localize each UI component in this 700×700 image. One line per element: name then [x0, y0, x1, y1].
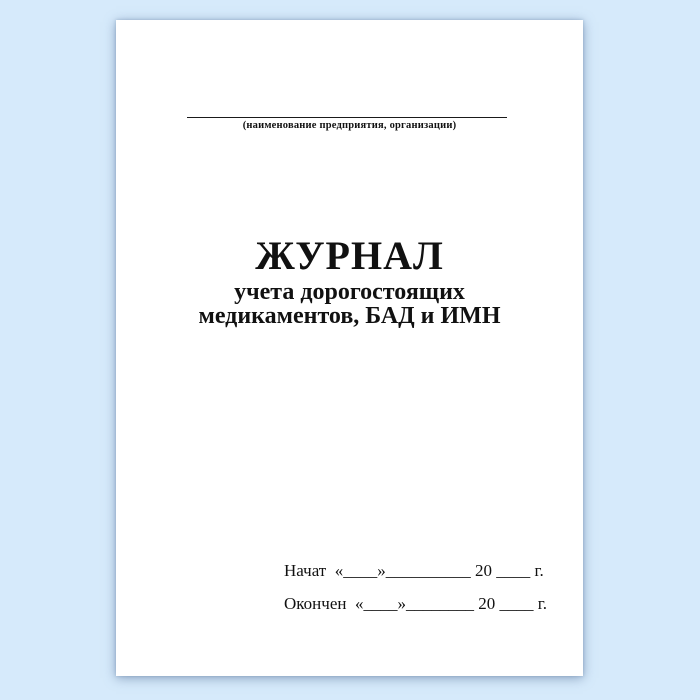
- organization-caption: (наименование предприятия, организации): [242, 120, 457, 131]
- journal-subtitle-line2: медикаментов, БАД и ИМН: [198, 303, 501, 329]
- start-date-line: Начат «____»__________ 20 ____ г.: [284, 561, 544, 580]
- journal-subtitle: [116, 280, 583, 328]
- end-date-line: Окончен «____»________ 20 ____ г.: [284, 594, 548, 613]
- journal-title: ЖУРНАЛ: [255, 233, 444, 278]
- document-sheet: [116, 20, 583, 676]
- organization-name-line: [187, 117, 507, 118]
- journal-subtitle-line1: учета дорогостоящих: [234, 279, 465, 305]
